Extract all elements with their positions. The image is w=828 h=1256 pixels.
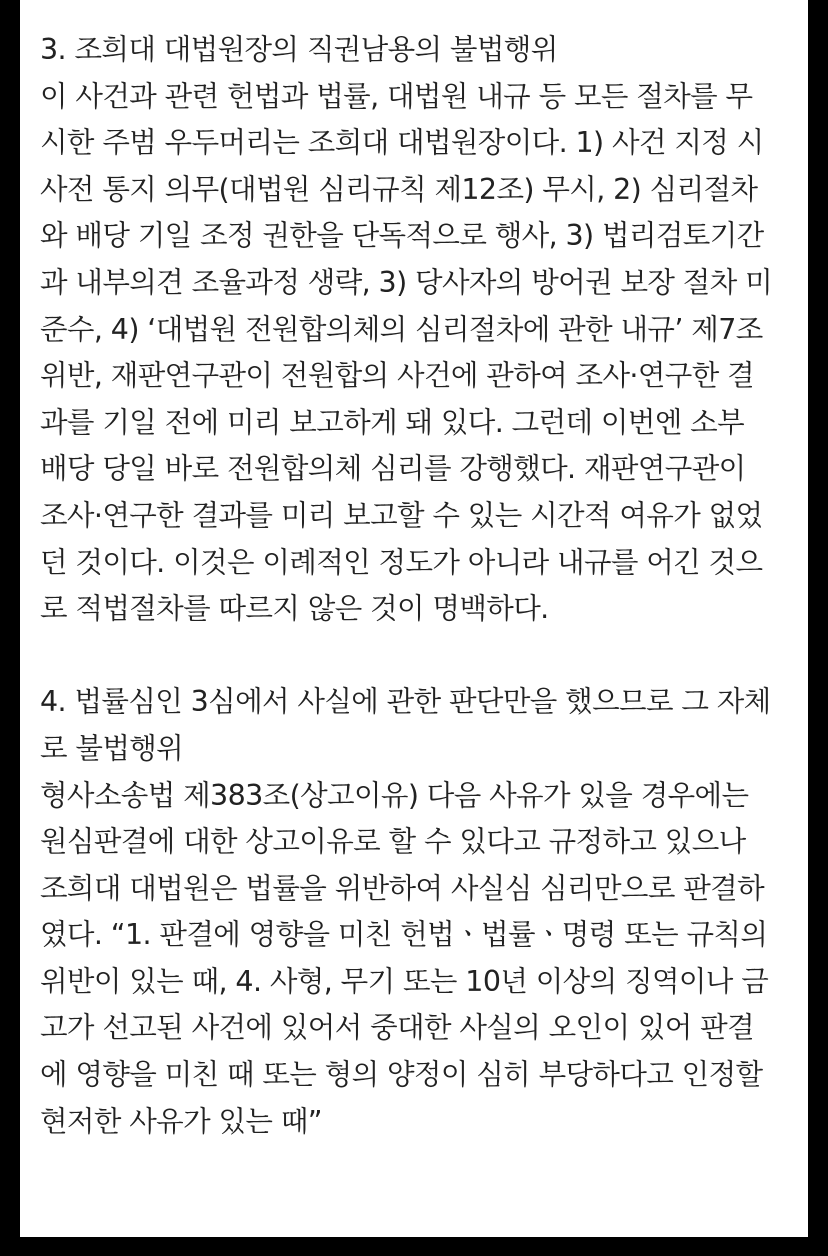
section-4-line: 위반이 있는 때, 4. 사형, 무기 또는 10년 이상의 징역이나 금 xyxy=(40,964,769,998)
section-4-line: 원심판결에 대한 상고이유로 할 수 있다고 규정하고 있으나 xyxy=(40,825,746,859)
section-3-line: 과 내부의견 조율과정 생략, 3) 당사자의 방어권 보장 절차 미 xyxy=(40,265,773,299)
section-3-line: 와 배당 기일 조정 권한을 단독적으로 행사, 3) 법리검토기간 xyxy=(40,219,764,253)
section-3-line: 준수, 4) ‘대법원 전원합의체의 심리절차에 관한 내규’ 제7조 xyxy=(40,312,763,346)
section-4-heading: 로 불법행위 xyxy=(40,731,184,765)
section-3-line: 시한 주범 우두머리는 조희대 대법원장이다. 1) 사건 지정 시 xyxy=(40,126,764,160)
paragraph-gap xyxy=(40,633,808,680)
section-3-line: 사전 통지 의무(대법원 심리규칙 제12조) 무시, 2) 심리절차 xyxy=(40,172,758,206)
section-4-line: 현저한 사유가 있는 때” xyxy=(40,1104,322,1138)
section-4-line: 형사소송법 제383조(상고이유) 다음 사유가 있을 경우에는 xyxy=(40,778,749,812)
section-3-line: 던 것이다. 이것은 이례적인 정도가 아니라 내규를 어긴 것으 xyxy=(40,545,763,579)
article-text xyxy=(40,27,808,1145)
section-4-line: 였다. “1. 판결에 영향을 미친 헌법ㆍ법률ㆍ명령 또는 규칙의 xyxy=(40,918,768,952)
section-3-line: 과를 기일 전에 미리 보고하게 돼 있다. 그런데 이번엔 소부 xyxy=(40,405,745,439)
section-4-line: 조희대 대법원은 법률을 위반하여 사실심 심리만으로 판결하 xyxy=(40,871,765,905)
section-3-line: 로 적법절차를 따르지 않은 것이 명백하다. xyxy=(40,592,549,626)
section-3-line: 이 사건과 관련 헌법과 법률, 대법원 내규 등 모든 절차를 무 xyxy=(40,79,753,113)
section-3-heading: 3. 조희대 대법원장의 직권남용의 불법행위 xyxy=(40,33,558,66)
section-3-line: 위반, 재판연구관이 전원합의 사건에 관하여 조사·연구한 결 xyxy=(40,359,755,393)
section-3-line: 배당 당일 바로 전원합의체 심리를 강행했다. 재판연구관이 xyxy=(40,452,746,486)
section-3-line: 조사·연구한 결과를 미리 보고할 수 있는 시간적 여유가 없었 xyxy=(40,498,763,532)
section-4-line: 고가 선고된 사건에 있어서 중대한 사실의 오인이 있어 판결 xyxy=(40,1011,755,1045)
section-4-heading: 4. 법률심인 3심에서 사실에 관한 판단만을 했으므로 그 자체 xyxy=(40,685,771,719)
document-page xyxy=(20,0,808,1237)
section-4-line: 에 영향을 미친 때 또는 형의 양정이 심히 부당하다고 인정할 xyxy=(40,1058,763,1092)
